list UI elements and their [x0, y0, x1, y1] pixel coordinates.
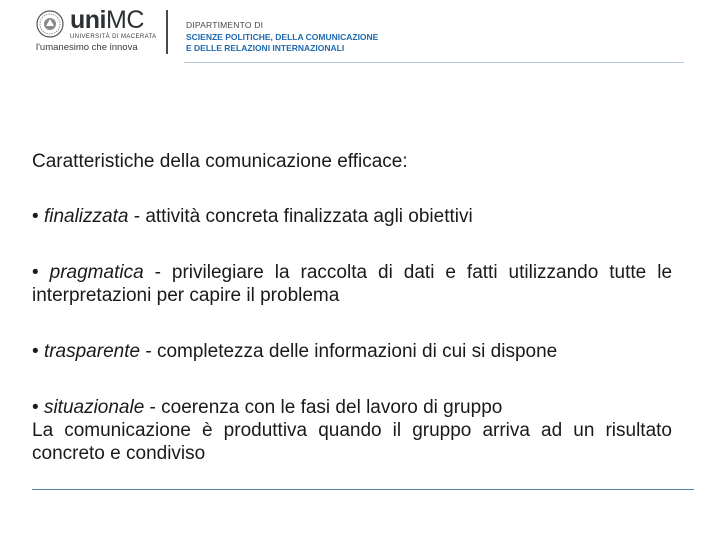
item-description: - coerenza con le fasi del lavoro di gruppo [144, 397, 503, 418]
bullet: • [32, 262, 39, 283]
item-term: pragmatica [49, 262, 144, 283]
department-name-line1: SCIENZE POLITICHE, DELLA COMUNICAZIONE [186, 32, 379, 42]
header-rule [184, 62, 684, 63]
list-item [32, 396, 672, 419]
list-item [32, 340, 672, 363]
logo-wordmark: uniMC [70, 6, 144, 34]
logo-tagline: l'umanesimo che innova [36, 42, 138, 53]
department-name-line2: E DELLE RELAZIONI INTERNAZIONALI [186, 43, 345, 53]
list-item [32, 205, 672, 228]
slide-heading: Caratteristiche della comunicazione efficace: [32, 151, 408, 172]
university-seal-icon [36, 10, 64, 38]
bullet: • [32, 341, 39, 362]
item-term: situazionale [43, 397, 145, 418]
conclusion-text: La comunicazione è produttiva quando il gruppo arriva ad un risultato concreto e condiviso [32, 420, 672, 464]
item-description: - completezza delle informazioni di cui si dispone [140, 341, 558, 362]
bullet: • [32, 397, 39, 418]
footer-rule [32, 489, 694, 490]
item-description: - privilegiare la raccolta di dati e fatti utilizzando tutte le interpretazioni per capire il problema [32, 262, 673, 306]
header-divider [166, 10, 168, 54]
item-term: finalizzata [43, 206, 129, 227]
logo-subtitle: UNIVERSITÀ DI MACERATA [70, 34, 157, 40]
slide-content [32, 150, 672, 465]
item-term: trasparente [43, 341, 141, 362]
item-description: - attività concreta finalizzata agli obiettivi [128, 206, 473, 227]
list-item [32, 261, 672, 307]
department-label: DIPARTIMENTO DI [186, 20, 264, 30]
bullet: • [32, 206, 39, 227]
header [0, 0, 720, 64]
